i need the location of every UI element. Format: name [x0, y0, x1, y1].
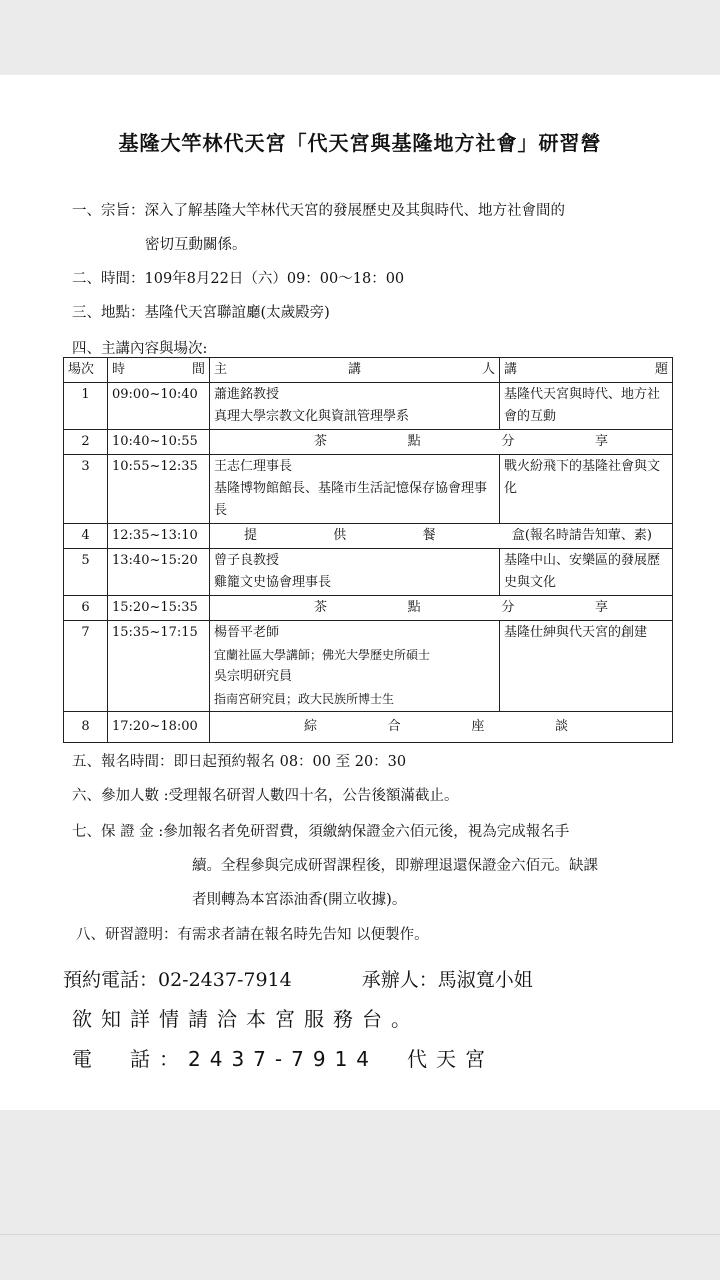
break-char: 點 — [407, 600, 421, 615]
speaker2-name: 吳宗明研究員 — [214, 669, 293, 684]
document-page — [0, 75, 720, 1110]
break-char: 點 — [407, 434, 421, 449]
header-topic-a: 講 — [504, 362, 518, 377]
header-topic-b: 題 — [654, 362, 668, 377]
row-break — [210, 596, 673, 621]
top-bar — [0, 0, 720, 75]
section-schedule-heading: 四、主講內容與場次: — [72, 341, 208, 357]
table-row — [64, 621, 673, 712]
header-no: 場次 — [64, 358, 108, 383]
break-char: 茶 — [314, 600, 328, 615]
contact-line — [63, 965, 533, 992]
speaker-affiliation: 基隆博物館館長、基隆市生活記憶保存協會理事長 — [214, 481, 488, 518]
table-header-row — [64, 358, 673, 383]
row-topic: 戰火紛飛下的基隆社會與文化 — [500, 455, 673, 524]
speaker-affiliation: 真理大學宗教文化與資訊管理學系 — [214, 409, 410, 424]
row-time: 12:35~13:10 — [108, 524, 210, 549]
section-location: 三、地點：基隆代天宮聯誼廳(太歲殿旁) — [72, 305, 330, 321]
speaker-affiliation: 宜蘭社區大學講師；佛光大學歷史所碩士 — [214, 648, 431, 662]
section-time: 二、時間：109年8月22日（六）09：00～18：00 — [72, 271, 405, 287]
header-speaker-b: 講 — [347, 362, 361, 377]
row-break — [210, 430, 673, 455]
schedule-table — [63, 357, 673, 743]
speaker-affiliation: 雞籠文史協會理事長 — [214, 575, 332, 590]
table-row — [64, 596, 673, 621]
table-row — [64, 549, 673, 596]
table-row — [64, 455, 673, 524]
break-char: 享 — [594, 600, 608, 615]
panel-char: 談 — [554, 719, 568, 734]
break-char: 分 — [501, 434, 515, 449]
header-speaker — [210, 358, 500, 383]
section-registration-time: 五、報名時間：即日起預約報名 08：00 至 20：30 — [72, 754, 407, 770]
row-time: 17:20~18:00 — [108, 712, 210, 743]
panel-char: 綜 — [304, 719, 318, 734]
row-no: 4 — [64, 524, 108, 549]
row-no: 6 — [64, 596, 108, 621]
lunch-char: 盒(報名時請告知葷、素) — [511, 528, 652, 543]
section-purpose: 一、宗旨：深入了解基隆大竿林代天宮的發展歷史及其與時代、地方社會間的 — [72, 203, 565, 219]
section-purpose-cont: 密切互動關係。 — [145, 237, 247, 253]
row-speaker — [210, 621, 500, 712]
header-time-b: 間 — [191, 362, 205, 377]
row-time: 13:40~15:20 — [108, 549, 210, 596]
page-title: 基隆大竿林代天宮「代天宮與基隆地方社會」研習營 — [118, 131, 602, 155]
header-topic — [500, 358, 673, 383]
row-no: 8 — [64, 712, 108, 743]
header-time — [108, 358, 210, 383]
break-char: 茶 — [314, 434, 328, 449]
header-time-a: 時 — [112, 362, 126, 377]
reservation-phone: 預約電話：02-2437-7914 — [63, 969, 292, 991]
row-no: 7 — [64, 621, 108, 712]
row-speaker — [210, 549, 500, 596]
row-time: 10:40~10:55 — [108, 430, 210, 455]
handler-name: 承辦人：馬淑寬小姐 — [361, 969, 533, 991]
row-no: 2 — [64, 430, 108, 455]
row-lunch — [210, 524, 673, 549]
section-deposit-cont2: 者則轉為本宮添油香(開立收據)。 — [192, 892, 407, 908]
row-panel — [210, 712, 673, 743]
lunch-char: 餐 — [422, 528, 436, 543]
row-time: 15:20~15:35 — [108, 596, 210, 621]
divider — [0, 1234, 720, 1235]
row-topic: 基隆中山、安樂區的發展歷史與文化 — [500, 549, 673, 596]
row-no: 5 — [64, 549, 108, 596]
speaker-name: 蕭進銘教授 — [214, 387, 280, 402]
row-no: 3 — [64, 455, 108, 524]
row-no: 1 — [64, 383, 108, 430]
section-participants: 六、參加人數 :受理報名研習人數四十名，公告後額滿截止。 — [72, 788, 459, 804]
table-row — [64, 524, 673, 549]
row-speaker — [210, 383, 500, 430]
row-speaker — [210, 455, 500, 524]
tel-line: 電 話：2437-7914 代天宮 — [72, 1047, 495, 1071]
speaker-name: 曾子良教授 — [214, 553, 280, 568]
header-speaker-a: 主 — [214, 362, 228, 377]
speaker-name: 王志仁理事長 — [214, 459, 293, 474]
break-char: 享 — [594, 434, 608, 449]
table-row — [64, 430, 673, 455]
row-topic: 基隆仕紳與代天宮的創建 — [500, 621, 673, 712]
info-line: 欲知詳情請洽本宮服務台。 — [72, 1007, 420, 1031]
header-speaker-c: 人 — [481, 362, 495, 377]
section-certificate: 八、研習證明：有需求者請在報名時先告知 以便製作。 — [76, 927, 429, 943]
section-deposit: 七、保 證 金 :參加報名者免研習費，須繳納保證金六佰元後，視為完成報名手 — [72, 824, 570, 840]
lunch-char: 供 — [333, 528, 347, 543]
speaker2-affiliation: 指南宮研究員；政大民族所博士生 — [214, 692, 395, 706]
row-time: 10:55~12:35 — [108, 455, 210, 524]
row-time: 15:35~17:15 — [108, 621, 210, 712]
section-deposit-cont: 續。全程參與完成研習課程後，即辦理退還保證金六佰元。缺課 — [192, 858, 598, 874]
speaker-name: 楊晉平老師 — [214, 625, 280, 640]
table-row — [64, 383, 673, 430]
break-char: 分 — [501, 600, 515, 615]
lunch-char: 提 — [244, 528, 258, 543]
row-topic: 基隆代天宮與時代、地方社會的互動 — [500, 383, 673, 430]
panel-char: 合 — [387, 719, 401, 734]
row-time: 09:00~10:40 — [108, 383, 210, 430]
table-row — [64, 712, 673, 743]
panel-char: 座 — [471, 719, 485, 734]
